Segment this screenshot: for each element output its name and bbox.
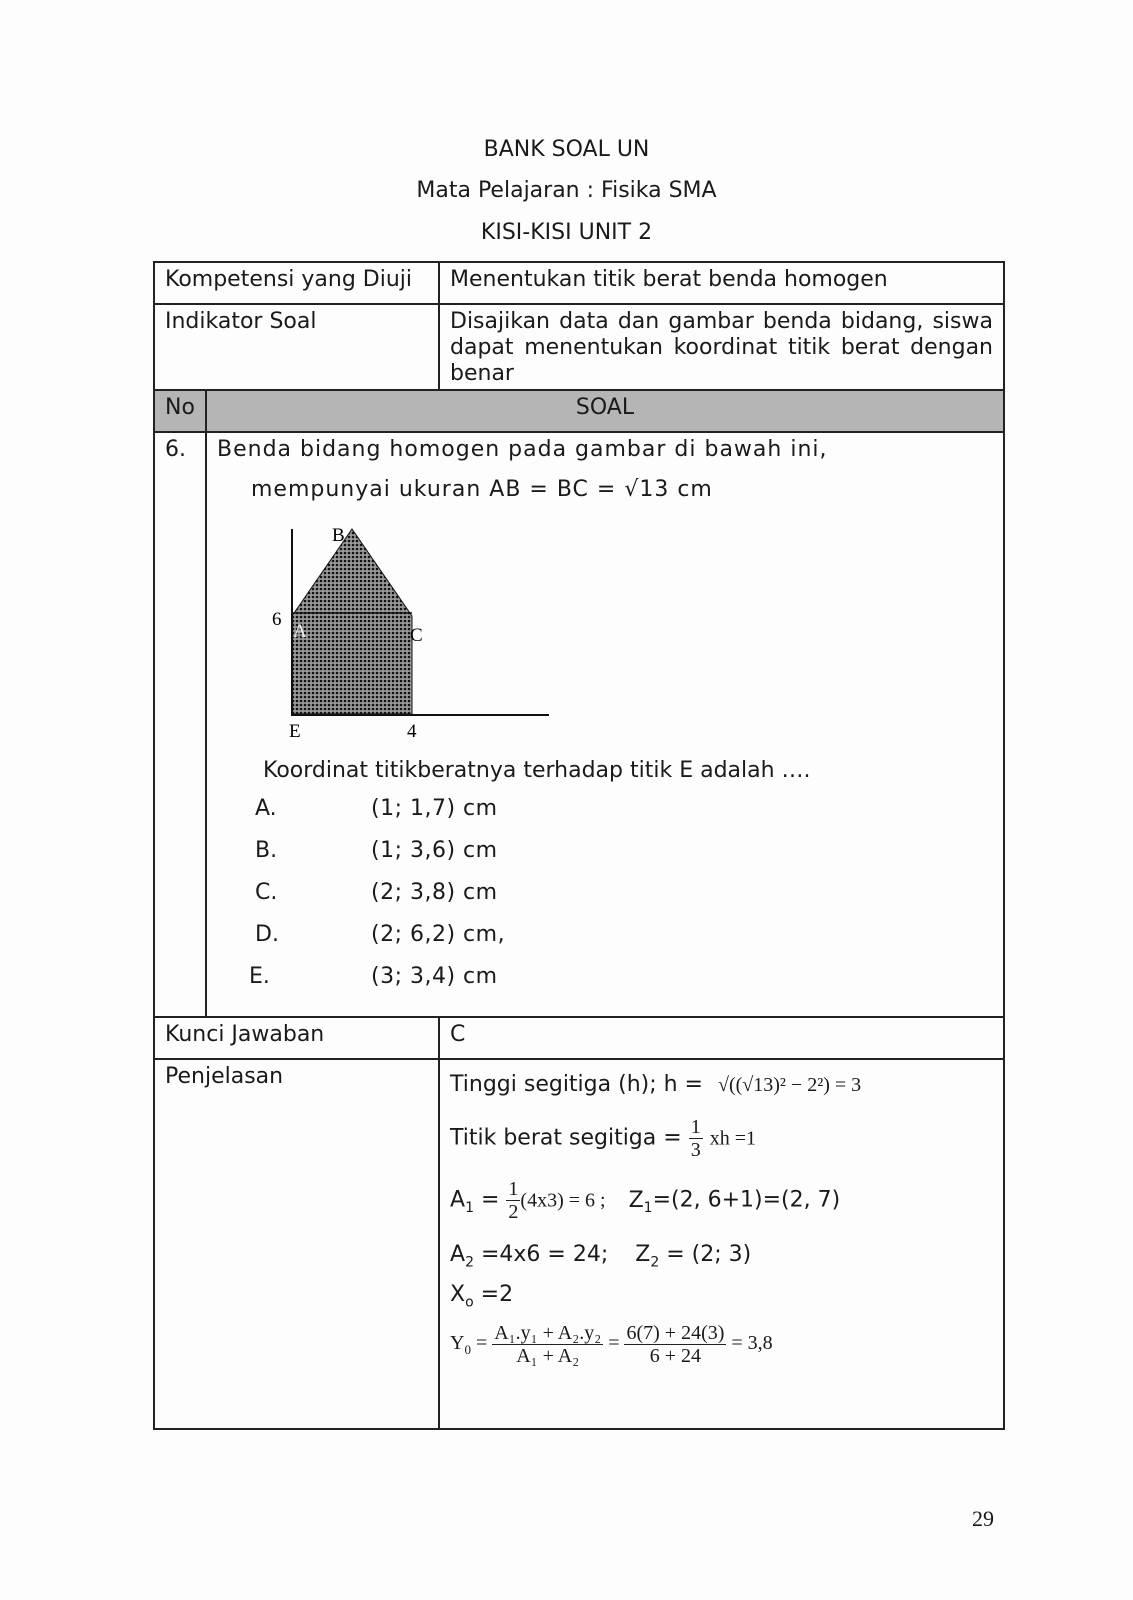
fraction-denominator: A₁ + A₂ [516, 1345, 580, 1367]
a1-fraction [506, 1178, 520, 1223]
penjelasan-label: Penjelasan [154, 1059, 439, 1429]
kompetensi-value: Menentukan titik berat benda homogen [439, 262, 1004, 304]
page-title: BANK SOAL UN [483, 137, 650, 162]
option-letter: B. [255, 838, 278, 863]
label-4: 4 [407, 721, 417, 742]
fraction-denominator: 6 + 24 [649, 1345, 702, 1367]
option-text: (2; 3,8) cm [371, 880, 498, 905]
penjelasan-cell [439, 1059, 1004, 1429]
indikator-value: Disajikan data dan gambar benda bidang, siswa dapat menentukan koordinat titik berat dengan benar [439, 304, 1004, 390]
z2-sub: 2 [650, 1254, 660, 1271]
no-header: No [154, 390, 206, 432]
a2-label: A [450, 1242, 466, 1267]
tinggi-formula: √((√13)² − 2²) = 3 [718, 1074, 862, 1096]
titik-fraction [689, 1116, 703, 1161]
label-b: B [332, 525, 345, 546]
option-c [217, 872, 993, 914]
question-table [153, 261, 1005, 1430]
question-number: 6. [154, 432, 206, 1017]
a1-tail: (4x3) = 6 ; [520, 1189, 606, 1212]
option-text: (1; 3,6) cm [371, 838, 498, 863]
xo-value: =2 [473, 1282, 514, 1307]
z2-label: Z [635, 1242, 651, 1267]
question-prompt [217, 758, 993, 784]
kunci-label: Kunci Jawaban [154, 1017, 439, 1059]
unit-line: KISI-KISI UNIT 2 [480, 220, 653, 245]
yo-fraction-2 [624, 1322, 726, 1367]
z1-sub: 1 [643, 1199, 653, 1216]
subject-line: Mata Pelajaran : Fisika SMA [416, 178, 717, 203]
option-text: (1; 1,7) cm [371, 796, 498, 821]
tinggi-text: Tinggi segitiga (h); h = [450, 1072, 703, 1097]
yo-line: $Y_0$ = $\frac{\text{A₁.y₁ + A₂.y₂}}{\text{A₁ + A₂}}$ = $\frac{6(7) + 24(3)}{6 + 24}$ = 3,8 [450, 1322, 773, 1367]
fraction-numerator: A₁.y₁ + A₂.y₂ [494, 1322, 602, 1344]
xo-sub: o [465, 1294, 474, 1311]
fraction-denominator: 3 [690, 1139, 701, 1161]
fraction-denominator: 2 [508, 1201, 519, 1223]
a2-sub: 2 [465, 1254, 474, 1271]
question-text-line2: mempunyai ukuran AB = BC = √13 cm [251, 477, 713, 502]
titik-text: Titik berat segitiga = [450, 1125, 682, 1151]
soal-header: SOAL [206, 390, 1004, 432]
option-text: (2; 6,2) cm, [371, 922, 506, 947]
xo-line [450, 1282, 993, 1322]
yo-sub: 0 [464, 1342, 471, 1358]
yo-label: Y [450, 1332, 465, 1355]
label-e: E [289, 721, 301, 742]
a2-value: =4x6 = 24; [473, 1242, 609, 1267]
a1-label: A [450, 1187, 466, 1213]
yo-fraction-1 [492, 1322, 603, 1367]
z2-value: = (2; 3) [659, 1242, 752, 1267]
a2-line [450, 1242, 993, 1282]
kompetensi-label: Kompetensi yang Diuji [154, 262, 439, 304]
a1-sub: 1 [465, 1199, 474, 1216]
option-letter: E. [249, 964, 270, 989]
titik-tail: xh =1 [709, 1127, 756, 1150]
option-b [217, 830, 993, 872]
page-number: 29 [972, 1506, 994, 1531]
option-d [217, 914, 993, 956]
shaded-body [292, 529, 412, 714]
shape-figure [267, 519, 567, 754]
titik-line [450, 1116, 993, 1178]
option-letter: A. [255, 796, 277, 821]
question-text-line1: Benda bidang homogen pada gambar di bawah ini, [217, 437, 828, 462]
label-c: C [410, 625, 423, 646]
prompt-part-b: beratnya terhadap titik E adalah …. [417, 758, 811, 783]
label-a: A [293, 621, 307, 642]
fraction-numerator: 1 [690, 1116, 701, 1138]
fraction-numerator: 6(7) + 24(3) [626, 1322, 725, 1344]
option-letter: D. [255, 922, 279, 947]
question-cell [206, 432, 1004, 1017]
option-a [217, 788, 993, 830]
option-letter: C. [255, 880, 278, 905]
z1-value: =(2, 6+1)=(2, 7) [652, 1187, 841, 1213]
option-text: (3; 3,4) cm [371, 964, 498, 989]
prompt-part-a: Koordinat titik [263, 758, 418, 783]
yo-result: = 3,8 [731, 1332, 773, 1355]
tinggi-line [450, 1072, 993, 1116]
label-6: 6 [272, 609, 282, 630]
a1-line: $A_1$ = $\frac{1}{2}$ (4x3) = 6 ; $Z_1=(2$, 6+1)=(2, 7) [450, 1178, 841, 1223]
fraction-numerator: 1 [508, 1178, 519, 1200]
option-e [217, 956, 993, 998]
z1-label: Z [628, 1187, 644, 1213]
house-shape-diagram [267, 519, 567, 754]
xo-label: X [450, 1282, 466, 1307]
kunci-value: C [439, 1017, 1004, 1059]
indikator-label: Indikator Soal [154, 304, 439, 390]
